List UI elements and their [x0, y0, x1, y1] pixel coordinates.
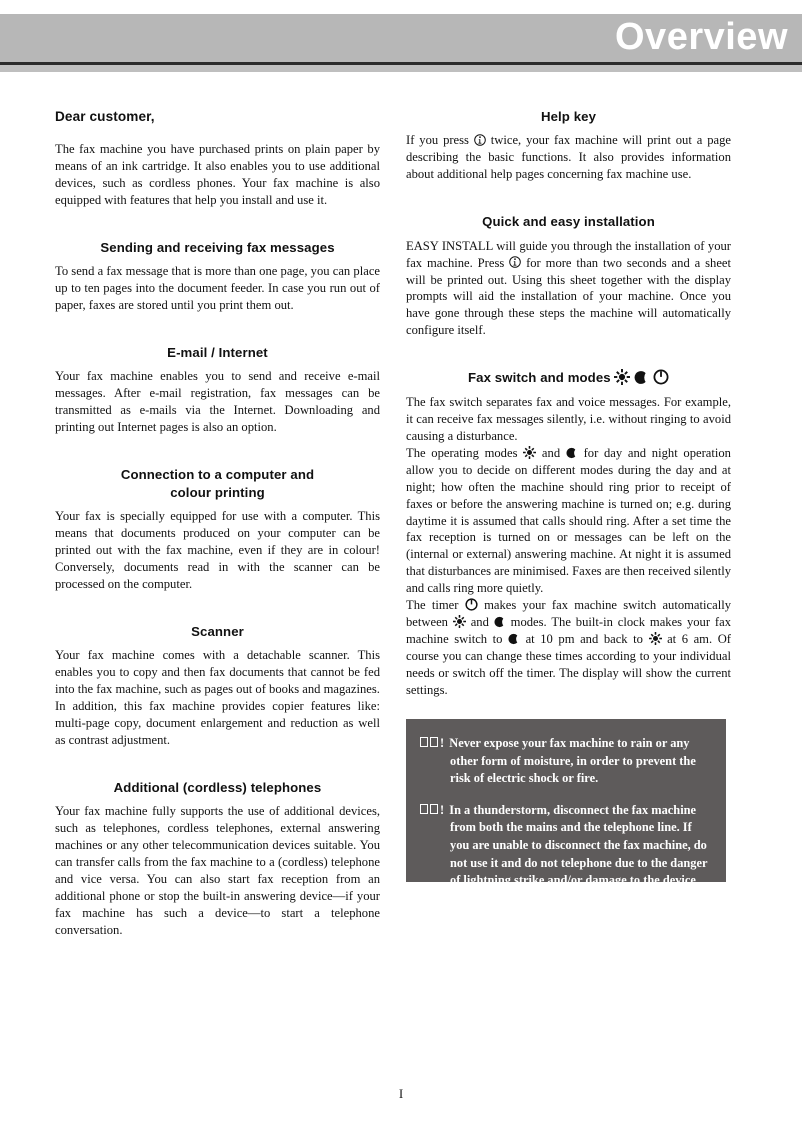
missing-glyph-icon [420, 737, 428, 747]
page-header-band [0, 14, 802, 62]
install-text-after: for more than two seconds and a sheet will be printed out. Using this sheet together with the display prompts will aid the installation of your machine. Once you have gone through these steps the machine will automatically configure itself. [406, 255, 732, 338]
paragraph-fax-switch-2 [406, 445, 731, 597]
sun-icon [523, 446, 536, 459]
timer-text-f: at 6 am. Of course you can change these times according to your individual needs or switch off the timer. The display will show the current settings. [406, 632, 731, 697]
paragraph-fax-switch-3 [406, 597, 731, 699]
warning-item [420, 802, 712, 890]
paragraph-connection-computer: Your fax is specially equipped for use with a computer. This means that documents produced on your computer can be printed out with the fax machine, even if they are in colour! Conversely, documents read in with the scanner can be processed on the computer. [55, 508, 380, 591]
heading-connection-computer-colour-printing [55, 466, 380, 501]
timer-text-e: at 10 pm and back to [520, 632, 649, 647]
safety-warning-box [406, 719, 726, 888]
warning-bullet [420, 736, 449, 750]
sun-icon [649, 632, 662, 645]
paragraph-intro: The fax machine you have purchased prints on plain paper by means of an ink cartridge. It also enables you to use additional devices, such as cordless phones. Your fax machine is also equipped with features that help you install and use it. [55, 141, 380, 207]
warning-text: In a thunderstorm, disconnect the fax machine from both the mains and the telephone line. If you are unable to disconnect the fax machine, do not use it and do not telephone due to the danger of lightning strike and/or damage to the device. [449, 802, 708, 888]
warning-text: Never expose your fax machine to rain or any other form of moisture, in order to prevent the risk of electric shock or fire. [449, 736, 696, 786]
paragraph-email-internet: Your fax machine enables you to send and receive e-mail messages. After e-mail registration, fax messages can be transmitted as e-mails via the Internet. Downloading and printing out Internet pages is also an option. [55, 369, 380, 435]
moon-icon [634, 370, 649, 385]
header-secondary-band [0, 65, 802, 72]
timer-text-a: The timer [406, 598, 465, 613]
timer-icon [653, 369, 669, 385]
timer-text-c: and [465, 615, 494, 630]
modes-text-a: The operating modes [406, 445, 524, 460]
paragraph-additional-telephones: Your fax machine fully supports the use of additional devices, such as telephones, cordless telephones, external answering machines or any other telecommunication devices suitable. You can transfer calls from the fax machine to a (cordless) telephone and vice versa. You can also start fax reception from an additional phone or stop the built-in answering device—if your fax machine has such a device—to start a telephone conversation. [55, 804, 380, 937]
warning-bullet [420, 803, 449, 817]
warning-item [420, 735, 712, 788]
modes-text-c: for day and night operation allow you to decide on different modes during the day and at night; how often the machine should ring prior to receipt of faxes or before the answering machine is turned on; e.g. during daytime it is assumed that calls should ring. After a set time the fax reception is turned on or messages can be left on the (internal or external) answering machine. At night it is assumed that disturbances are minimised. Faxes are then received silently and calls ring more quietly. [406, 445, 731, 596]
warning-exclamation: ! [440, 736, 446, 750]
timer-text-b: makes your fax machine switch automatically between [406, 598, 731, 630]
paragraph-quick-easy-installation [406, 238, 731, 340]
missing-glyph-icon [420, 804, 428, 814]
warning-exclamation: ! [440, 802, 446, 817]
heading-quick-and-easy-installation: Quick and easy installation [482, 214, 655, 230]
page-number: I [398, 1086, 404, 1101]
info-icon [509, 256, 521, 268]
timer-icon [465, 598, 478, 611]
paragraph-fax-switch-1: The fax switch separates fax and voice messages. For example, it can receive fax messages silently, i.e. without ringing to avoid causing a disturbance. [406, 394, 731, 443]
sun-icon [453, 615, 466, 628]
install-text-before: EASY INSTALL will guide you through the installation of your fax machine. Press [406, 238, 731, 270]
heading-email-internet: E-mail / Internet [167, 344, 268, 360]
sun-icon [614, 369, 630, 385]
heading-line-1: Connection to a computer and [120, 467, 315, 483]
right-content-column [406, 108, 731, 699]
timer-text-d: modes. The built-in clock makes your fax machine switch to [406, 615, 731, 647]
paragraph-sending-receiving: To send a fax message that is more than one page, you can place up to ten pages into the document feeder. In case you run out of paper, faxes are stored until you print them out. [55, 264, 380, 312]
info-icon [474, 134, 486, 146]
heading-fax-switch-and-modes [406, 369, 731, 387]
page-title: Overview [615, 16, 788, 59]
paragraph-scanner-2: In addition, this fax machine provides copier features like: multi-page copy, document enlargement and reduction as well as contrast adjustment. [55, 698, 380, 747]
moon-icon [566, 447, 578, 459]
help-key-text-before: If you press [406, 133, 474, 148]
paragraph-help-key [406, 132, 731, 183]
left-content-column [55, 108, 380, 939]
fax-switch-heading-label: Fax switch and modes [468, 370, 611, 386]
missing-glyph-icon [430, 804, 438, 814]
missing-glyph-icon [430, 737, 438, 747]
paragraph-scanner-1: Your fax machine comes with a detachable scanner. This enables you to copy and then fax documents that cannot be fed into the fax machine, such as pages out of books and magazines. [55, 648, 380, 696]
help-key-text-after: twice, your fax machine will print out a page describing the basic functions. It also provides information about additional help pages concerning fax machine use. [406, 133, 731, 182]
heading-additional-cordless-telephones: Additional (cordless) telephones [113, 779, 322, 795]
heading-dear-customer: Dear customer, [55, 109, 155, 124]
heading-sending-receiving-fax-messages: Sending and receiving fax messages [100, 239, 335, 255]
moon-icon [494, 616, 506, 628]
modes-text-b: and [536, 445, 566, 460]
heading-help-key: Help key [540, 109, 597, 124]
heading-line-2: colour printing [170, 484, 265, 500]
moon-icon [508, 633, 520, 645]
heading-scanner: Scanner [191, 623, 244, 639]
